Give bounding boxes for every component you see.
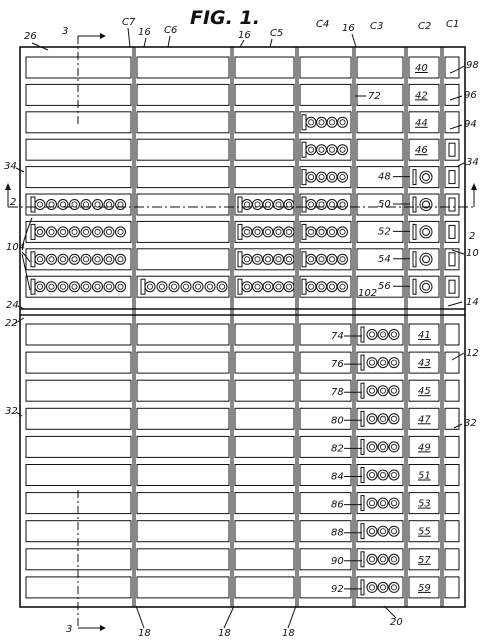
lower-c3-label: 86 (331, 499, 344, 511)
drawer (137, 112, 229, 133)
leader-lines (14, 28, 464, 628)
drawer (137, 221, 229, 242)
label-16-a: 16 (138, 27, 151, 38)
cylinder-group (302, 224, 348, 239)
drawer (137, 493, 229, 514)
drawer (357, 112, 403, 133)
drawer (300, 194, 351, 215)
cylinder-group (302, 142, 348, 157)
drawer (300, 57, 351, 78)
label-16-b: 16 (238, 30, 251, 41)
drawer (300, 249, 351, 270)
drawer (26, 352, 131, 373)
drawer (445, 194, 459, 215)
lower-c2-label: 49 (418, 442, 431, 454)
lower-c2-label: 59 (418, 582, 431, 594)
label-18-c: 18 (282, 628, 295, 639)
lower-c3-label: 84 (331, 471, 344, 483)
upper-c3-label: 48 (378, 171, 391, 183)
drawer (235, 408, 294, 429)
drawer (235, 493, 294, 514)
drawer (26, 465, 131, 486)
upper-c3-label: 54 (378, 253, 391, 265)
drawer (137, 167, 229, 188)
figure-title: FIG. 1. (190, 7, 260, 29)
drawer (235, 549, 294, 570)
label-18-b: 18 (218, 628, 231, 639)
drawer (235, 249, 294, 270)
cylinder-group (141, 279, 227, 294)
drawer (300, 167, 351, 188)
lower-c3-label: 82 (331, 443, 344, 455)
drawer (445, 549, 459, 570)
label-c2: C2 (418, 21, 432, 32)
drawer (235, 276, 294, 297)
drawer (445, 493, 459, 514)
lower-c2-label: 41 (418, 330, 431, 341)
label-2-right: 2 (469, 231, 476, 242)
drawer (137, 521, 229, 542)
drawer (26, 324, 131, 345)
drawer (137, 408, 229, 429)
label-2-left: 2 (10, 197, 17, 208)
upper-c2-label: 40 (415, 63, 428, 74)
drawer (26, 380, 131, 401)
drawer (235, 324, 294, 345)
label-72: 72 (368, 91, 381, 102)
drawer (300, 84, 351, 105)
drawer (26, 139, 131, 160)
drawer (235, 352, 294, 373)
drawer (445, 276, 459, 297)
upper-c2-label: 44 (415, 117, 428, 129)
cylinder-group (238, 279, 294, 294)
drawer (445, 139, 459, 160)
lower-c3-label: 78 (331, 387, 344, 399)
label-c7: C7 (122, 17, 136, 28)
lower-c2-label: 47 (418, 414, 431, 426)
row-ref-labels (331, 63, 431, 595)
drawer (235, 167, 294, 188)
lower-c3-label: 74 (331, 331, 344, 342)
label-24: 24 (6, 300, 19, 311)
cylinder-group (302, 279, 348, 294)
label-18-a: 18 (138, 628, 151, 639)
lower-c3-label: 88 (331, 527, 344, 539)
upper-c2-label: 42 (415, 90, 428, 102)
cylinder-group (238, 224, 294, 239)
lower-c2-label: 43 (418, 358, 431, 370)
drawer (235, 139, 294, 160)
lower-c2-label: 55 (418, 526, 431, 538)
drawer (235, 380, 294, 401)
drawer (137, 436, 229, 457)
label-96: 96 (464, 90, 477, 101)
label-c5: C5 (270, 28, 284, 39)
drawer (26, 408, 131, 429)
drawer (137, 57, 229, 78)
label-3-bottom: 3 (66, 624, 73, 635)
label-34-right: 34 (466, 157, 479, 168)
cylinder-group (238, 252, 294, 267)
drawer (235, 436, 294, 457)
upper-c2-label: 46 (415, 145, 428, 157)
label-10: 10 (466, 248, 479, 259)
label-32-right: 32 (464, 418, 477, 429)
lower-c2-label: 53 (418, 498, 431, 510)
drawer (137, 380, 229, 401)
drawer (445, 436, 459, 457)
label-14: 14 (466, 297, 479, 308)
cylinder-group (302, 115, 348, 130)
label-102: 102 (358, 288, 378, 299)
label-22: 22 (5, 318, 18, 329)
label-12: 12 (466, 348, 479, 359)
drawer (300, 112, 351, 133)
drawer (137, 249, 229, 270)
drawer (357, 139, 403, 160)
drawer (235, 57, 294, 78)
drawer (137, 465, 229, 486)
drawer (445, 84, 459, 105)
cylinder-group (31, 224, 126, 239)
drawer (26, 436, 131, 457)
reference-labels (4, 17, 479, 639)
lower-c2-label: 57 (418, 554, 431, 566)
drawer (300, 276, 351, 297)
cylinder-group (31, 197, 126, 212)
drawer (235, 221, 294, 242)
cylinder-group (302, 252, 348, 267)
drawer (357, 57, 403, 78)
drawer (235, 577, 294, 598)
label-94: 94 (464, 119, 477, 130)
label-20: 20 (390, 617, 403, 628)
label-16-c: 16 (342, 23, 355, 34)
label-c1: C1 (446, 19, 460, 30)
label-98: 98 (466, 60, 479, 71)
label-34-left: 34 (4, 161, 17, 172)
label-3-top: 3 (62, 26, 69, 37)
lower-c3-label: 80 (331, 415, 344, 427)
drawer (445, 112, 459, 133)
drawer (445, 221, 459, 242)
cylinder-groups (31, 115, 455, 595)
cylinder-group (238, 197, 294, 212)
drawer (235, 521, 294, 542)
upper-c3-label: 52 (378, 226, 391, 238)
drawer (300, 221, 351, 242)
drawer (300, 139, 351, 160)
drawer (137, 324, 229, 345)
label-32-left: 32 (5, 406, 18, 417)
lower-c3-label: 90 (331, 555, 344, 567)
drawer (235, 112, 294, 133)
upper-c3-label: 50 (378, 199, 391, 210)
drawer (445, 380, 459, 401)
drawer (445, 57, 459, 78)
label-c4: C4 (316, 19, 330, 30)
drawer (137, 194, 229, 215)
cylinder-group (302, 170, 348, 185)
drawer (137, 577, 229, 598)
drawer (235, 194, 294, 215)
drawer (137, 549, 229, 570)
cabinet-frame (20, 47, 465, 607)
label-26: 26 (24, 31, 37, 42)
label-c3: C3 (370, 21, 384, 32)
drawer (26, 167, 131, 188)
drawer (235, 465, 294, 486)
drawer (445, 352, 459, 373)
drawer (137, 139, 229, 160)
drawer (235, 84, 294, 105)
drawer (445, 577, 459, 598)
lower-c3-label: 76 (331, 359, 344, 371)
drawer (137, 84, 229, 105)
drawer (445, 324, 459, 345)
label-104: 104 (6, 242, 26, 253)
drawer (445, 521, 459, 542)
label-c6: C6 (164, 25, 178, 36)
drawer (137, 352, 229, 373)
column-dividers (133, 47, 443, 607)
cylinder-group (302, 197, 348, 212)
lower-c3-label: 92 (331, 583, 344, 595)
cylinder-group (31, 252, 126, 267)
upper-c3-label: 56 (378, 281, 391, 293)
drawer (445, 465, 459, 486)
lower-c2-label: 51 (418, 470, 431, 482)
cylinder-group (31, 279, 126, 294)
drawer (445, 167, 459, 188)
lower-c2-label: 45 (418, 386, 431, 398)
